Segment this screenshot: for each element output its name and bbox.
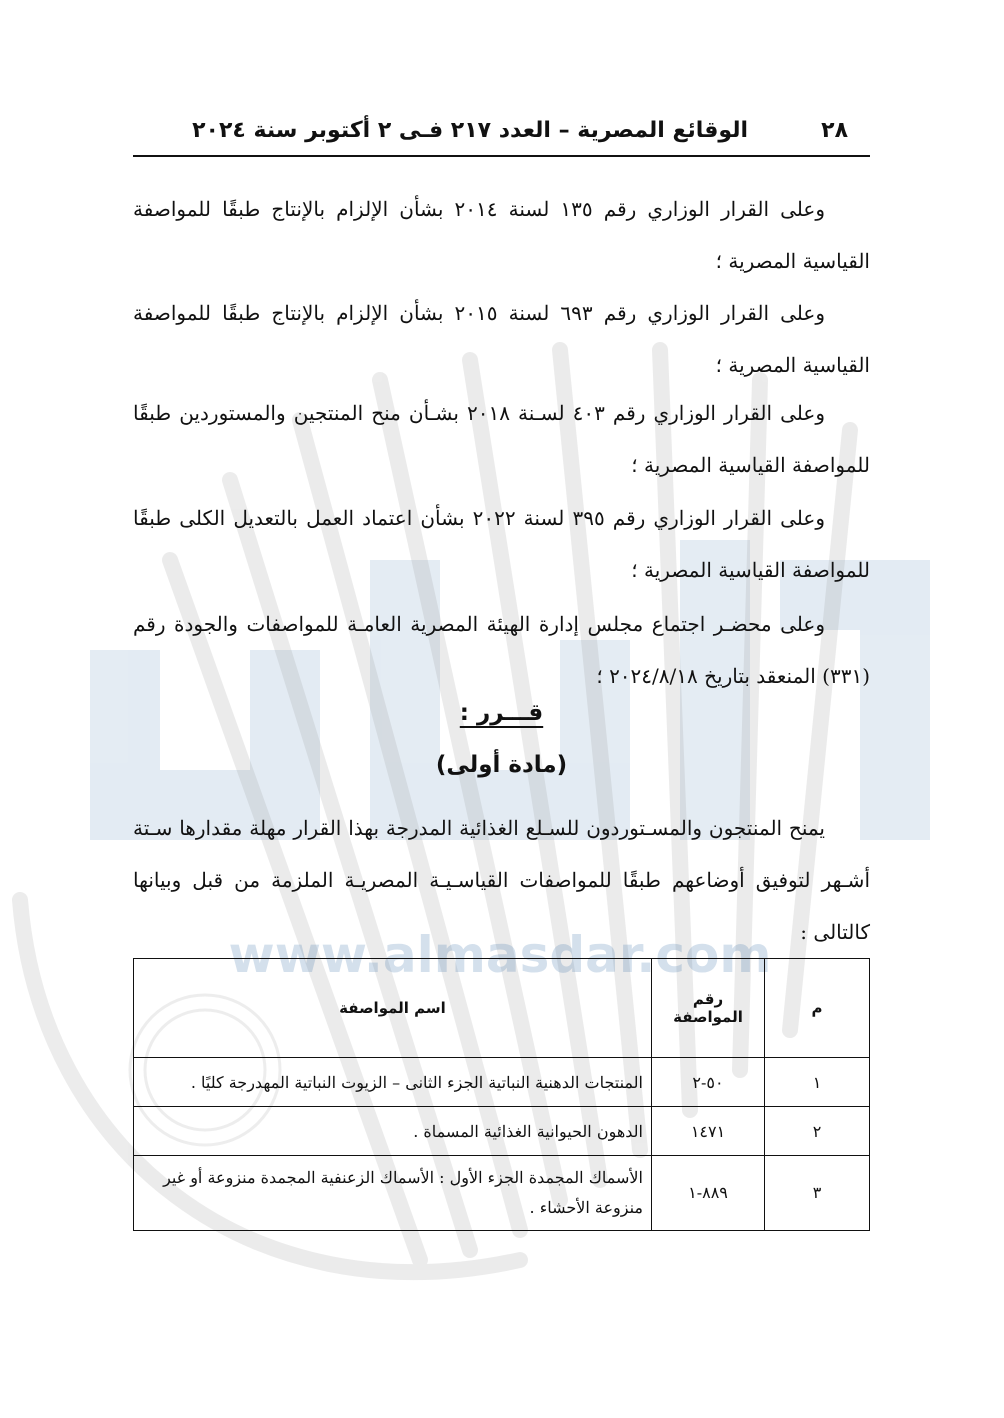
preamble-paragraph-2: وعلى القرار الوزاري رقم ٦٩٣ لسنة ٢٠١٥ بشأن الإلزام بالإنتاج طبقًا للمواصفة القياسية المصرية ؛ (133, 301, 870, 377)
header-spec-name: اسم المواصفة (134, 959, 652, 1058)
specifications-table (133, 958, 870, 1231)
header-spec-number: رقم المواصفة (652, 959, 765, 1058)
header-rule (133, 155, 870, 157)
preamble-paragraph-4: وعلى القرار الوزاري رقم ٣٩٥ لسنة ٢٠٢٢ بشأن اعتماد العمل بالتعديل الكلى طبقًا للمواصفة القياسية المصرية ؛ (133, 506, 870, 582)
table-header-row (134, 959, 870, 1058)
row-spec-number: ٥٠-٢ (652, 1058, 765, 1107)
preamble-paragraph-3: وعلى القرار الوزاري رقم ٤٠٣ لسـنة ٢٠١٨ بشـأن منح المنتجين والمستوردين طبقًا للمواصفة القياسية المصرية ؛ (133, 401, 870, 477)
row-spec-name: المنتجات الدهنية النباتية الجزء الثانى – الزيوت النباتية المهدرجة كليًا . (134, 1058, 652, 1107)
table-row (134, 1156, 870, 1231)
gazette-title: الوقائع المصرية – العدد ٢١٧ فـى ٢ أكتوبر سنة ٢٠٢٤ (192, 117, 748, 143)
decree-heading-text: قـــرر : (459, 700, 544, 726)
row-index: ١ (765, 1058, 870, 1107)
page-header (133, 108, 870, 152)
page-number: ٢٨ (821, 117, 848, 143)
article-body: يمنح المنتجون والمسـتوردون للسـلع الغذائية المدرجة بهذا القرار مهلة مقدارها سـتة أشـهر لتوفيق أوضاعهم طبقًا للمواصفات القياسـيـة المصريـة الملزمة من قبل وبيانها كالتالى : (133, 816, 870, 944)
decree-heading (133, 700, 870, 726)
row-spec-number: ٨٨٩-١ (652, 1156, 765, 1231)
table-row (134, 1107, 870, 1156)
article-heading: (مادة أولى) (435, 752, 568, 778)
table-row (134, 1058, 870, 1107)
row-spec-number: ١٤٧١ (652, 1107, 765, 1156)
row-spec-name: الدهون الحيوانية الغذائية المسماة . (134, 1107, 652, 1156)
preamble-paragraph-5: وعلى محضـر اجتماع مجلس إدارة الهيئة المصرية العامـة للمواصفات والجودة رقم (٣٣١) المنعقد بتاريخ ٢٠٢٤/٨/١٨ ؛ (133, 612, 870, 688)
row-spec-name: الأسماك المجمدة الجزء الأول : الأسماك الزعنفية المجمدة منزوعة أو غير منزوعة الأحشاء . (134, 1156, 652, 1231)
watermark-url: www.almasdar.com (228, 926, 772, 984)
row-index: ٣ (765, 1156, 870, 1231)
preamble-paragraph-1: وعلى القرار الوزاري رقم ١٣٥ لسنة ٢٠١٤ بشأن الإلزام بالإنتاج طبقًا للمواصفة القياسية المصرية ؛ (133, 197, 870, 273)
row-index: ٢ (765, 1107, 870, 1156)
header-index: م (765, 959, 870, 1058)
